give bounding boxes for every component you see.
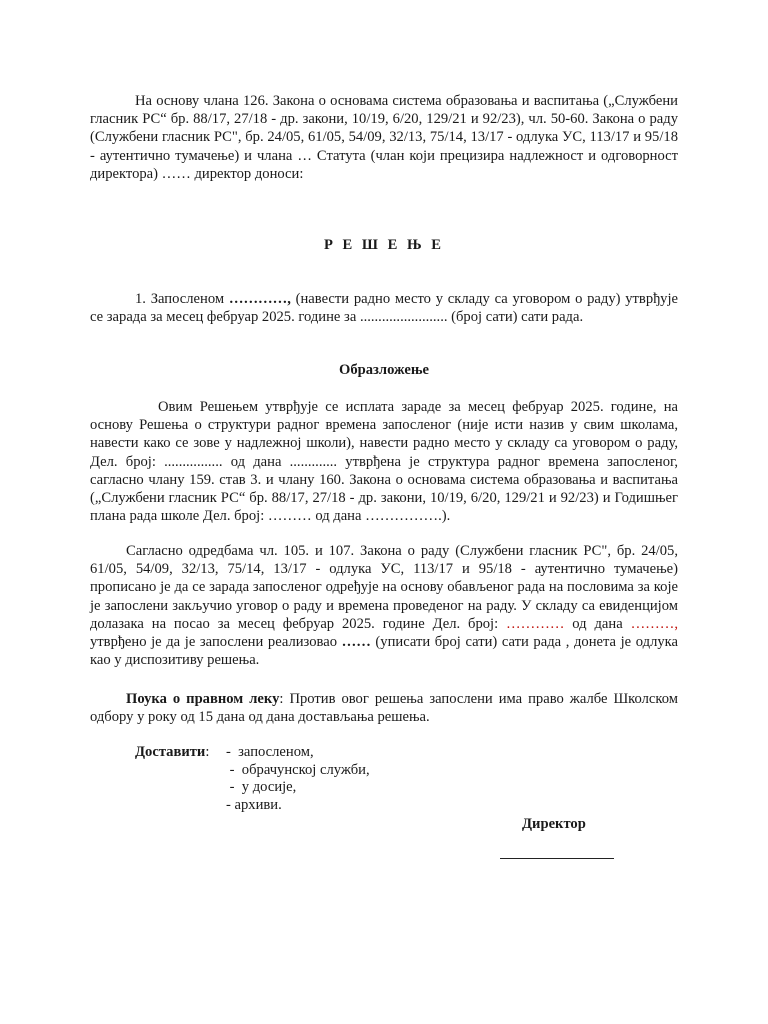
document-page (90, 92, 679, 832)
intro-paragraph: На основу члана 126. Закона о основама система образовања и васпитања („Службени гласник РС“ бр. 88/17, 27/18 - др. закони, 10/19, 6/20, 129/21 и 92/23), чл. 50-60. Закона о раду (Службени гласник РС", бр. 24/05, 61/05, 54/09, 32/13, 75/14, 13/17 - одлука УС, 113/17 и 95/18 - аутентично тумачење) и члана … Статута (члан који прецизира надлежност и одговорност директора) …… директор доноси: (90, 93, 678, 182)
delivery-label: Доставити: (135, 744, 210, 760)
delivery-item: - обрачунској служби, (226, 761, 370, 778)
decision-item-1 (90, 290, 678, 326)
explanation2-part3: утврђено је да је запослени реализовао (90, 634, 342, 651)
item1-prefix: 1. Запосленом (135, 291, 229, 307)
delivery-item: - запосленом, (226, 744, 314, 760)
explanation2-part2: од дана (564, 615, 631, 632)
delivery-block (90, 744, 678, 814)
explanation2-hours-blank: …… (341, 634, 371, 651)
explanation2-red-blank-2: ………, (630, 615, 679, 632)
director-label: Директор (522, 816, 586, 832)
legal-remedy-label: Поука о правном леку (126, 691, 280, 707)
explanation-paragraph-1 (90, 398, 678, 525)
item1-text: (навести радно место у складу са уговором о раду) утврђује се зарада за месец фебруар 2025. године за ........................ (број сати) сати рада. (90, 291, 678, 326)
explanation2-red-blank-1: ………… (506, 615, 565, 632)
explanation2-part1: Сагласно одредбама чл. 105. и 107. Закона о раду (Службени гласник РС", бр. 24/05, 61/05, 54/09, 32/13, 75/14, 13/17 - одлука УС, 113/17 и 95/18 - аутентично тумачење) прописано је да се зарада запосленог одређује на основу обављеног рада на пословима за које је запослени закључио уговор о раду и времена проведеног на раду. У складу са евиденцијом долазака на посао за месец фебруар 2025. године Дел. број: (90, 543, 678, 632)
explanation-text-1: Овим Решењем утврђује се исплата зараде за месец фебруар 2025. године, на основу Решења о структури радног времена запосленог (није исти назив у свим школама, навести како се зове у надлежној школи), навести радно место у складу са уговором о раду, Дел. број: ................ од дана ............. утврђена је структура радног времена запосленог, сагласно члану 159. став 3. и члану 160. Закона о основама система образовања и васпитања („Службени гласник РС“ бр. 88/17, 27/18 - др. закони, 10/19, 6/20, 129/21 и 92/23) и Годишњег плана рада школе Дел. број: ……… од дана …………….). (90, 399, 678, 525)
delivery-item: - архиви. (226, 796, 282, 813)
item1-employee-blank: …………, (228, 291, 291, 307)
delivery-list (226, 744, 370, 814)
explanation-paragraph-2 (90, 542, 678, 669)
legal-remedy-paragraph (90, 690, 678, 726)
decision-title: Р Е Ш Е Њ Е (323, 237, 444, 253)
legal-remedy-text: : Против овог решења запослени има право жалбе Школском одбору у року од 15 дана од дана достављања решења. (90, 691, 678, 726)
signature-line (500, 858, 614, 859)
explanation2-part4: (уписати број сати) сати рада , донета је одлука као у диспозитиву решења. (90, 634, 678, 669)
delivery-item: - у досије, (226, 779, 297, 795)
explanation-title: Образложење (338, 362, 430, 378)
